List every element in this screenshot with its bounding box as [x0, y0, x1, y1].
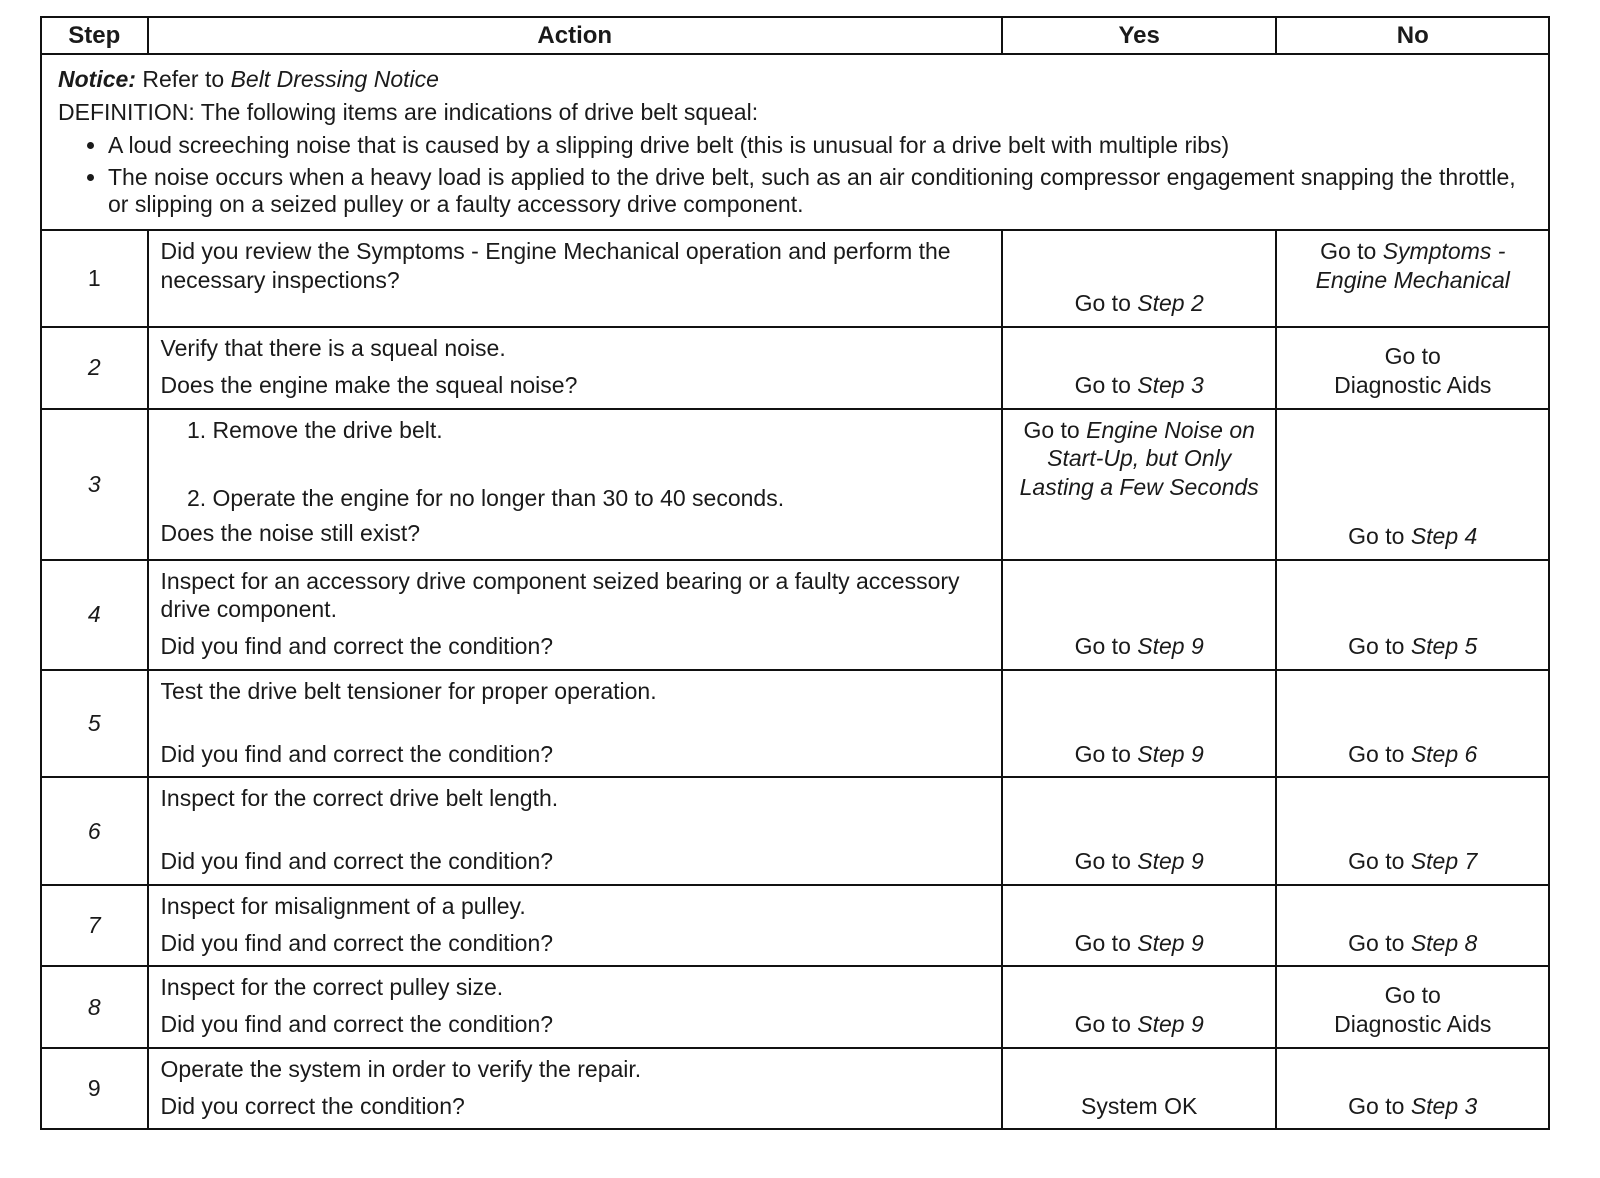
definition-text: DEFINITION: The following items are indications of drive belt squeal:	[58, 99, 759, 126]
action-text: Did you review the Symptoms - Engine Mechanical operation and perform the necessary inspections?	[160, 238, 951, 293]
action-cell	[148, 885, 1002, 967]
step-number: 3	[41, 409, 148, 560]
yes-link[interactable]: Step 9	[1137, 929, 1204, 956]
yes-cell	[1002, 966, 1277, 1048]
goto-label: Go to	[1348, 848, 1405, 874]
notice-label: Notice:	[58, 66, 136, 92]
table-row	[41, 560, 1549, 670]
action-text: Verify that there is a squeal noise.	[160, 335, 506, 361]
goto-label: Go to	[1348, 1092, 1405, 1119]
step-number: 9	[41, 1048, 148, 1130]
table-row	[41, 966, 1549, 1048]
action-text: Operate the system in order to verify the repair.	[160, 1055, 642, 1082]
no-cell	[1276, 966, 1549, 1048]
yes-cell	[1002, 409, 1277, 560]
no-link[interactable]: Symptoms - Engine Mechanical	[1315, 238, 1510, 293]
header-no: No	[1276, 17, 1549, 54]
no-cell	[1276, 885, 1549, 967]
yes-link[interactable]: Step 9	[1137, 633, 1204, 659]
action-cell	[148, 230, 1002, 327]
no-link[interactable]: Step 3	[1410, 1092, 1478, 1119]
diagnostic-table	[40, 16, 1550, 1130]
header-yes: Yes	[1002, 17, 1277, 54]
action-text: Inspect for misalignment of a pulley.	[160, 892, 526, 919]
step-number: 4	[41, 560, 148, 670]
step-number: 2	[41, 327, 148, 409]
action-question: Did you find and correct the condition?	[160, 848, 554, 874]
step-number: 5	[41, 670, 148, 778]
action-cell	[148, 560, 1002, 670]
notice-line	[58, 63, 1534, 96]
notice-ref: Belt Dressing Notice	[230, 66, 439, 92]
table-row	[41, 777, 1549, 885]
action-question: Did you find and correct the condition?	[160, 740, 554, 767]
yes-link[interactable]: Step 9	[1137, 1011, 1204, 1037]
goto-label: Go to	[1074, 848, 1131, 874]
no-link[interactable]: Diagnostic Aids	[1334, 371, 1492, 398]
action-cell	[148, 409, 1002, 560]
goto-label: Go to	[1348, 929, 1405, 956]
action-question: Did you correct the condition?	[160, 1092, 465, 1119]
yes-cell	[1002, 777, 1277, 885]
table-row	[41, 327, 1549, 409]
action-question: Does the noise still exist?	[160, 520, 421, 546]
action-question: Did you find and correct the condition?	[160, 633, 554, 659]
goto-label: Go to	[1384, 982, 1441, 1009]
goto-label: Go to	[1074, 371, 1131, 398]
action-cell	[148, 966, 1002, 1048]
action-text: Inspect for the correct pulley size.	[160, 974, 504, 1001]
goto-label: Go to	[1023, 416, 1080, 443]
yes-cell	[1002, 230, 1277, 327]
goto-label: Go to	[1074, 929, 1131, 956]
action-text: Test the drive belt tensioner for proper operation.	[160, 677, 657, 704]
table-row	[41, 885, 1549, 967]
action-list-item: 2. Operate the engine for no longer than 30 to 40 seconds.	[213, 484, 989, 513]
goto-label: Go to	[1348, 740, 1405, 767]
yes-cell	[1002, 670, 1277, 778]
action-text: Inspect for the correct drive belt length.	[160, 785, 559, 812]
definition-bullet: • A loud screeching noise that is caused by a slipping drive belt (this is unusual for a drive belt with multiple ribs)	[108, 132, 1534, 158]
no-cell	[1276, 777, 1549, 885]
table-row	[41, 1048, 1549, 1130]
no-link[interactable]: Step 5	[1410, 633, 1478, 659]
table-row	[41, 670, 1549, 778]
goto-label: Go to	[1384, 343, 1441, 369]
yes-cell	[1002, 885, 1277, 967]
no-cell	[1276, 670, 1549, 778]
goto-label: Go to	[1074, 633, 1131, 659]
goto-label: Go to	[1074, 1011, 1131, 1037]
notice-text: Refer to	[135, 66, 231, 92]
step-number: 6	[41, 777, 148, 885]
action-cell	[148, 327, 1002, 409]
definition-bullet: • The noise occurs when a heavy load is applied to the drive belt, such as an air conditioning compressor engagement snapping the throttle, or slipping on a seized pulley or a faulty accessory drive component.	[108, 164, 1534, 217]
table-row	[41, 409, 1549, 560]
action-question: Does the engine make the squeal noise?	[160, 371, 578, 398]
definition-list	[58, 132, 1534, 217]
yes-link[interactable]: Step 3	[1137, 371, 1204, 398]
yes-cell	[1002, 327, 1277, 409]
notice-row	[41, 54, 1549, 230]
yes-link[interactable]: Engine Noise on Start-Up, but Only Lasting a Few Seconds	[1019, 416, 1259, 500]
action-text: Inspect for an accessory drive component seized bearing or a faulty accessory drive component.	[160, 567, 960, 623]
no-cell	[1276, 327, 1549, 409]
step-number: 8	[41, 966, 148, 1048]
no-cell	[1276, 409, 1549, 560]
action-question: Did you find and correct the condition?	[160, 1011, 554, 1037]
no-link[interactable]: Diagnostic Aids	[1334, 1011, 1492, 1037]
yes-cell	[1002, 560, 1277, 670]
header-action: Action	[148, 17, 1002, 54]
yes-link[interactable]: Step 9	[1137, 848, 1204, 874]
action-cell	[148, 777, 1002, 885]
goto-label: Go to	[1348, 633, 1405, 659]
action-steps-list	[161, 416, 989, 514]
goto-label: Go to	[1320, 238, 1377, 264]
yes-result: System OK	[1081, 1092, 1198, 1119]
goto-label: Go to	[1074, 290, 1131, 317]
no-cell	[1276, 1048, 1549, 1130]
step-number: 1	[41, 230, 148, 327]
yes-link[interactable]: Step 2	[1137, 290, 1204, 317]
no-cell	[1276, 230, 1549, 327]
no-link[interactable]: Step 7	[1410, 848, 1478, 874]
step-number: 7	[41, 885, 148, 967]
yes-link[interactable]: Step 9	[1137, 740, 1204, 767]
goto-label: Go to	[1348, 522, 1405, 549]
action-question: Did you find and correct the condition?	[160, 929, 554, 956]
no-link[interactable]: Step 8	[1410, 929, 1478, 956]
notice-cell	[41, 54, 1549, 230]
no-link[interactable]: Step 4	[1410, 522, 1478, 549]
header-row	[41, 17, 1549, 54]
header-step: Step	[41, 17, 148, 54]
action-cell	[148, 1048, 1002, 1130]
action-list-item: 1. Remove the drive belt.	[213, 416, 989, 445]
yes-cell	[1002, 1048, 1277, 1130]
no-cell	[1276, 560, 1549, 670]
goto-label: Go to	[1074, 740, 1131, 767]
no-link[interactable]: Step 6	[1410, 740, 1478, 767]
action-cell	[148, 670, 1002, 778]
table-row	[41, 230, 1549, 327]
